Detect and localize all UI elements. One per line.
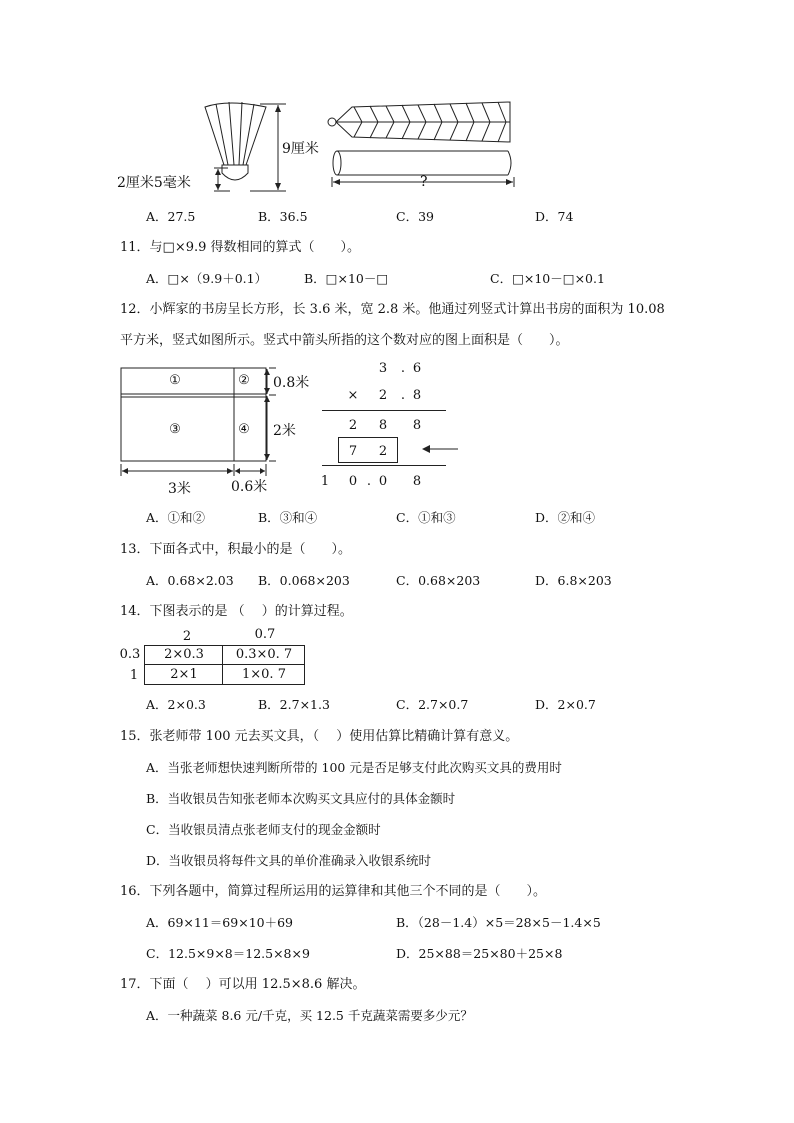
q11-option-b[interactable]: B．□×10－□ xyxy=(304,271,389,286)
vm-r4-d1: 7 xyxy=(348,444,358,459)
q16-text: 16．下列各题中，简算过程所运用的运算律和其他三个不同的是（ ）。 xyxy=(120,884,547,899)
q14-cell-1-1: 2×0.3 xyxy=(164,647,204,662)
q14-cell-2-2: 1×0. 7 xyxy=(242,667,286,682)
vm-line-1 xyxy=(322,410,446,411)
arrow-left-icon xyxy=(420,442,460,456)
vm-r2-times: × xyxy=(347,388,359,403)
q13-text: 13．下面各式中，积最小的是（ ）。 xyxy=(120,542,352,557)
label-9cm: 9厘米 xyxy=(282,141,319,157)
q14-row-header-2: 1 xyxy=(129,668,139,683)
q14-row-header-1: 0.3 xyxy=(119,647,141,662)
dim-0-8m: 0.8米 xyxy=(273,375,310,391)
dim-0-6m: 0.6米 xyxy=(231,479,268,495)
q16-option-b[interactable]: B．（28－1.4）×5＝28×5－1.4×5 xyxy=(396,915,601,930)
region-3-label: ③ xyxy=(169,422,181,437)
q14-cell-1-2: 0.3×0. 7 xyxy=(235,647,293,662)
q14-table-hline xyxy=(144,664,305,665)
label-unknown-length: ? xyxy=(420,174,428,190)
q15-option-c[interactable]: C．当收银员清点张老师支付的现金金额时 xyxy=(146,822,381,837)
q15-text: 15．张老师带 100 元去买文具，（ ）使用估算比精确计算有意义。 xyxy=(120,729,519,744)
q10-option-b[interactable]: B．36.5 xyxy=(258,209,308,224)
q10-option-d[interactable]: D．74 xyxy=(535,209,574,224)
vm-r4-d2: 2 xyxy=(378,444,388,459)
q10-option-a[interactable]: A．27.5 xyxy=(146,209,196,224)
vm-r2-d1: 2 xyxy=(378,388,388,403)
q14-cell-2-1: 2×1 xyxy=(170,667,198,682)
vm-r1-d1: 3 xyxy=(378,361,388,376)
q14-col-header-1: 2 xyxy=(182,629,192,644)
q10-option-c[interactable]: C．39 xyxy=(396,209,434,224)
vm-r5-d1: 1 xyxy=(320,474,330,489)
vm-r1-dot: . xyxy=(400,361,406,376)
q15-option-b[interactable]: B．当收银员告知张老师本次购买文具应付的具体金额时 xyxy=(146,791,456,806)
q14-option-c[interactable]: C．2.7×0.7 xyxy=(396,697,469,712)
region-1-label: ① xyxy=(169,373,181,388)
label-2cm5mm: 2厘米5毫米 xyxy=(117,175,191,191)
vm-r2-dot: . xyxy=(400,388,406,403)
dim-3m: 3米 xyxy=(168,481,191,497)
q12-option-d[interactable]: D．②和④ xyxy=(535,510,596,525)
q12-text-line2: 平方米，竖式如图所示。竖式中箭头所指的这个数对应的图上面积是（ ）。 xyxy=(120,333,569,348)
vm-r5-dot: . xyxy=(366,474,372,489)
q13-option-a[interactable]: A．0.68×2.03 xyxy=(146,573,234,588)
q12-text-line1: 12．小辉家的书房呈长方形，长 3.6 米，宽 2.8 米。他通过列竖式计算出书房的面积为 10.08 xyxy=(120,302,665,317)
vm-line-2 xyxy=(322,465,446,466)
q13-option-c[interactable]: C．0.68×203 xyxy=(396,573,481,588)
q14-col-header-2: 0.7 xyxy=(254,627,276,642)
q16-option-a[interactable]: A．69×11＝69×10＋69 xyxy=(146,915,294,930)
q15-option-d[interactable]: D．当收银员将每件文具的单价准确录入收银系统时 xyxy=(146,853,432,868)
q12-option-a[interactable]: A．①和② xyxy=(146,510,206,525)
vm-r5-d3: 0 xyxy=(378,474,388,489)
stacked-shuttlecocks-icon xyxy=(328,102,510,142)
vm-r5-d4: 8 xyxy=(412,474,422,489)
q14-option-a[interactable]: A．2×0.3 xyxy=(146,697,206,712)
vm-r1-d2: 6 xyxy=(412,361,422,376)
region-2-label: ② xyxy=(238,373,250,388)
q16-option-c[interactable]: C．12.5×9×8＝12.5×8×9 xyxy=(146,946,310,961)
dim-2m: 2米 xyxy=(273,423,296,439)
q16-option-d[interactable]: D．25×88＝25×80＋25×8 xyxy=(396,946,563,961)
q17-option-a[interactable]: A．一种蔬菜 8.6 元/千克，买 12.5 千克蔬菜需要多少元？ xyxy=(146,1008,473,1023)
q11-text: 11．与□×9.9 得数相同的算式（ ）。 xyxy=(120,240,361,255)
q14-option-b[interactable]: B．2.7×1.3 xyxy=(258,697,330,712)
q12-option-b[interactable]: B．③和④ xyxy=(258,510,318,525)
vm-r3-d1: 2 xyxy=(348,418,358,433)
q13-option-d[interactable]: D．6.8×203 xyxy=(535,573,612,588)
q14-option-d[interactable]: D．2×0.7 xyxy=(535,697,596,712)
q15-option-a[interactable]: A．当张老师想快速判断所带的 100 元是否足够支付此次购买文具的费用时 xyxy=(146,760,562,775)
vm-r5-d2: 0 xyxy=(348,474,358,489)
q11-option-c[interactable]: C．□×10－□×0.1 xyxy=(490,271,605,286)
q14-text: 14．下图表示的是 （ ）的计算过程。 xyxy=(120,604,353,619)
vm-r3-d3: 8 xyxy=(412,418,422,433)
vm-r3-d2: 8 xyxy=(378,418,388,433)
region-4-label: ④ xyxy=(238,422,250,437)
vm-r2-d2: 8 xyxy=(412,388,422,403)
tube-icon xyxy=(333,151,511,175)
q11-option-a[interactable]: A．□×（9.9＋0.1） xyxy=(146,271,268,286)
q12-option-c[interactable]: C．①和③ xyxy=(396,510,456,525)
q17-text: 17．下面（ ）可以用 12.5×8.6 解决。 xyxy=(120,977,366,992)
q13-option-b[interactable]: B．0.068×203 xyxy=(258,573,350,588)
